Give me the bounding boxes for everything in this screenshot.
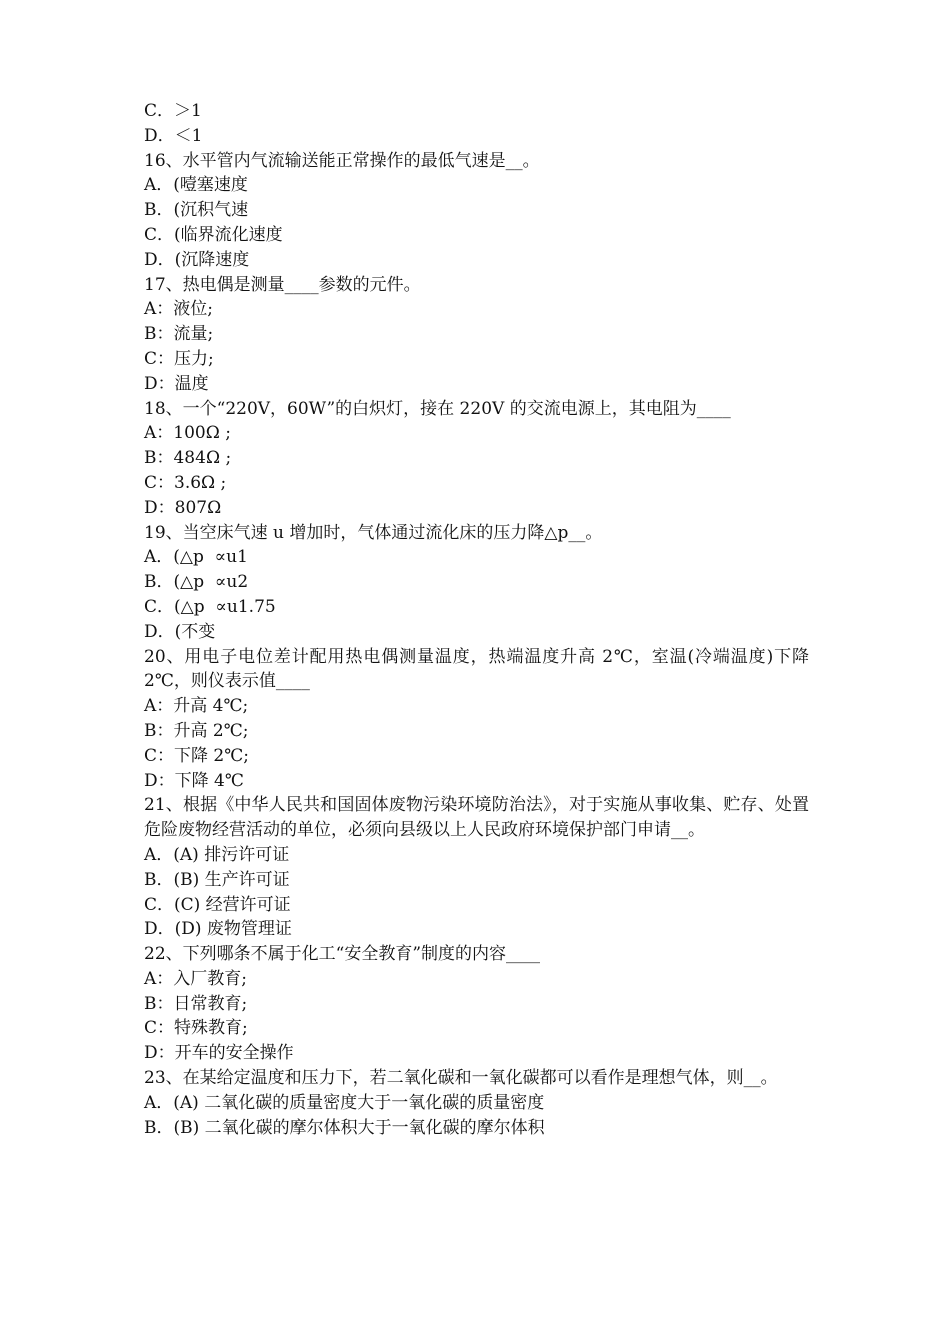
option-line: D．＜1: [144, 125, 203, 146]
option-line: B．(B) 生产许可证: [144, 869, 290, 890]
option-line: B：升高 2℃;: [144, 720, 249, 741]
option-line: D．(D) 废物管理证: [144, 919, 292, 940]
option-line: C．(临界流化速度: [144, 224, 283, 245]
option-line: A．(噎塞速度: [144, 175, 248, 196]
option-line: C：3.6Ω ;: [144, 472, 227, 493]
question-18: 18、一个“220V，60W”的白炽灯，接在 220V 的交流电源上，其电阻为____: [144, 398, 731, 419]
option-line: B．(沉积气速: [144, 200, 249, 221]
option-line: C．(△p ∝u1.75: [144, 596, 276, 617]
question-19: 19、当空床气速 u 增加时，气体通过流化床的压力降△p__。: [144, 522, 603, 543]
question-17: 17、热电偶是测量____参数的元件。: [144, 274, 421, 295]
option-line: D：温度: [144, 373, 209, 394]
option-line: D：下降 4℃: [144, 770, 244, 791]
option-line: A：液位;: [144, 299, 214, 320]
option-line: C：下降 2℃;: [144, 745, 249, 766]
question-23: 23、在某给定温度和压力下，若二氧化碳和一氧化碳都可以看作是理想气体，则__。: [144, 1068, 778, 1089]
option-line: A．(△p ∝u1: [144, 547, 248, 568]
option-line: B：484Ω ;: [144, 448, 232, 469]
option-line: B：流量;: [144, 324, 214, 345]
option-line: A：100Ω ;: [144, 423, 231, 444]
option-line: A．(A) 二氧化碳的质量密度大于一氧化碳的质量密度: [144, 1092, 545, 1113]
question-20: 20、用电子电位差计配用热电偶测量温度，热端温度升高 2℃，室温(冷端温度)下降 2℃，则仪表示值____: [144, 646, 809, 692]
option-line: B．(B) 二氧化碳的摩尔体积大于一氧化碳的摩尔体积: [144, 1117, 545, 1138]
option-line: A：入厂教育;: [144, 968, 248, 989]
option-line: B．(△p ∝u2: [144, 572, 249, 593]
question-21: 21、根据《中华人民共和国固体废物污染环境防治法》，对于实施从事收集、贮存、处置危险废物经营活动的单位，必须向县级以上人民政府环境保护部门申请__。: [144, 795, 809, 841]
option-line: C．＞1: [144, 101, 202, 121]
option-line: D．(沉降速度: [144, 249, 250, 270]
option-line: D：807Ω: [144, 497, 222, 518]
option-line: C：特殊教育;: [144, 1018, 248, 1039]
option-line: A：升高 4℃;: [144, 696, 249, 717]
question-16: 16、水平管内气流输送能正常操作的最低气速是__。: [144, 150, 540, 171]
option-line: D：开车的安全操作: [144, 1043, 294, 1064]
option-line: C．(C) 经营许可证: [144, 894, 291, 915]
question-22: 22、下列哪条不属于化工“安全教育”制度的内容____: [144, 944, 541, 965]
option-line: A．(A) 排污许可证: [144, 844, 290, 865]
option-line: C：压力;: [144, 348, 214, 369]
document-body: [144, 99, 809, 1140]
option-line: D．(不变: [144, 621, 216, 642]
option-line: B：日常教育;: [144, 993, 248, 1014]
